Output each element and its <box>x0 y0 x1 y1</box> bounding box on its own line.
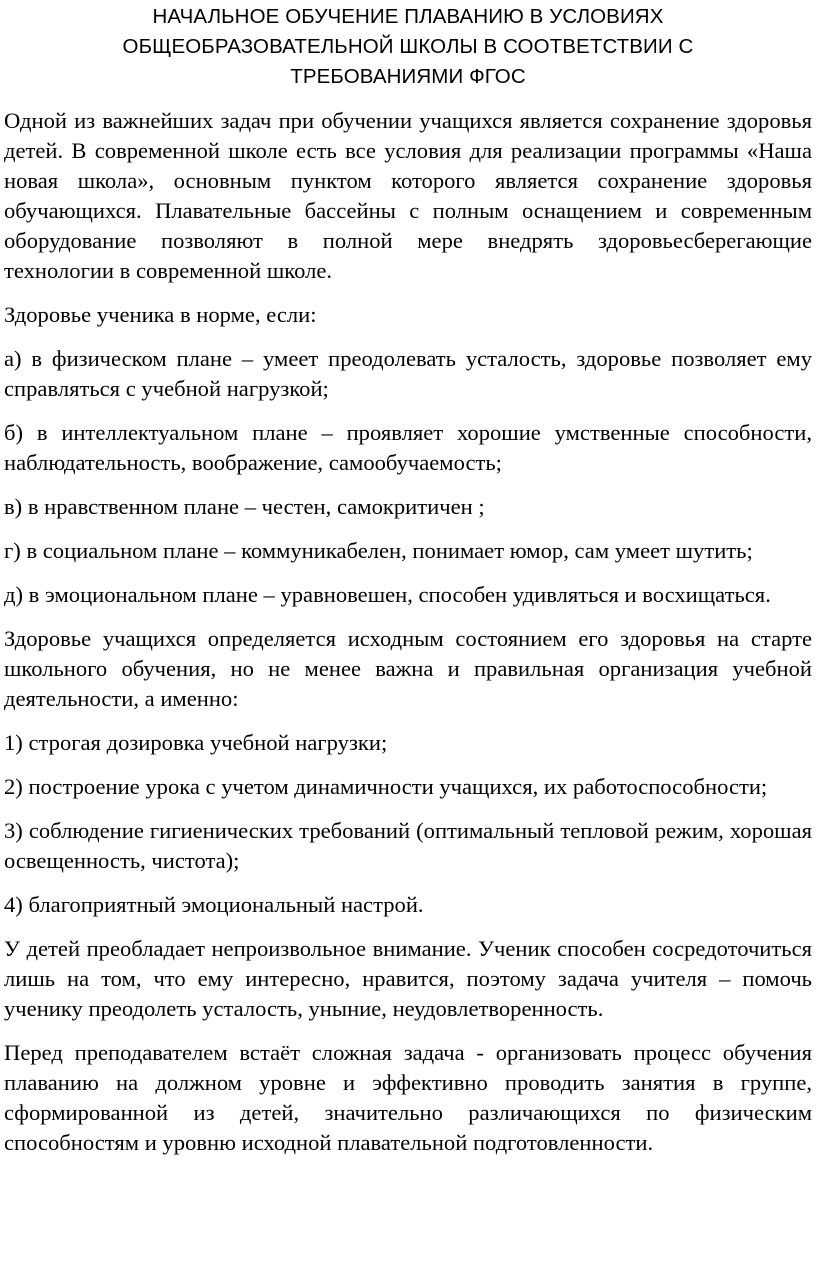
health-norm-item-c: в) в нравственном плане – честен, самокритичен ; <box>4 494 485 519</box>
health-norm-item-d: г) в социальном плане – коммуникабелен, понимает юмор, сам умеет шутить; <box>4 538 753 563</box>
teacher-paragraph: Перед преподавателем встаёт сложная задача - организовать процесс обучения плаванию на должном уровне и эффективно проводить занятия в группе, сформированной из детей, значительно различающихся по физическим способностям и уровню исходной плавательной подготовленности. <box>4 1040 812 1155</box>
health-norm-item-a: а) в физическом плане – умеет преодолевать усталость, здоровье позволяет ему справляться с учебной нагрузкой; <box>4 346 812 401</box>
health-norm-item-e: д) в эмоциональном плане – уравновешен, способен удивляться и восхищаться. <box>4 582 771 607</box>
title-line-1: НАЧАЛЬНОЕ ОБУЧЕНИЕ ПЛАВАНИЮ В УСЛОВИЯХ <box>152 5 664 28</box>
organization-item-1: 1) строгая дозировка учебной нагрузки; <box>4 730 388 755</box>
health-norm-lead: Здоровье ученика в норме, если: <box>4 302 317 327</box>
health-norm-item-b: б) в интеллектуальном плане – проявляет хорошие умственные способности, наблюдательность, воображение, самообучаемость; <box>4 420 812 475</box>
organization-lead: Здоровье учащихся определяется исходным состоянием его здоровья на старте школьного обучения, но не менее важна и правильная организация учебной деятельности, а именно: <box>4 626 812 711</box>
document-body <box>0 106 816 1158</box>
document-title <box>40 2 776 92</box>
organization-item-2: 2) построение урока с учетом динамичности учащихся, их работоспособности; <box>4 774 768 799</box>
organization-item-4: 4) благоприятный эмоциональный настрой. <box>4 892 424 917</box>
intro-paragraph: Одной из важнейших задач при обучении учащихся является сохранение здоровья детей. В современной школе есть все условия для реализации программы «Наша новая школа», основным пунктом которого является сохранение здоровья обучающихся. Плавательные бассейны с полным оснащением и современным оборудование позволяют в полной мере внедрять здоровьесберегающие технологии в современной школе. <box>4 108 812 283</box>
title-line-2: ОБЩЕОБРАЗОВАТЕЛЬНОЙ ШКОЛЫ В СООТВЕТСТВИИ С <box>122 35 694 58</box>
title-line-3: ТРЕБОВАНИЯМИ ФГОС <box>290 65 526 88</box>
attention-paragraph: У детей преобладает непроизвольное внимание. Ученик способен сосредоточиться лишь на том, что ему интересно, нравится, поэтому задача учителя – помочь ученику преодолеть усталость, уныние, неудовлетворенность. <box>4 936 812 1021</box>
organization-item-3: 3) соблюдение гигиенических требований (оптимальный тепловой режим, хорошая освещенность, чистота); <box>4 818 812 873</box>
